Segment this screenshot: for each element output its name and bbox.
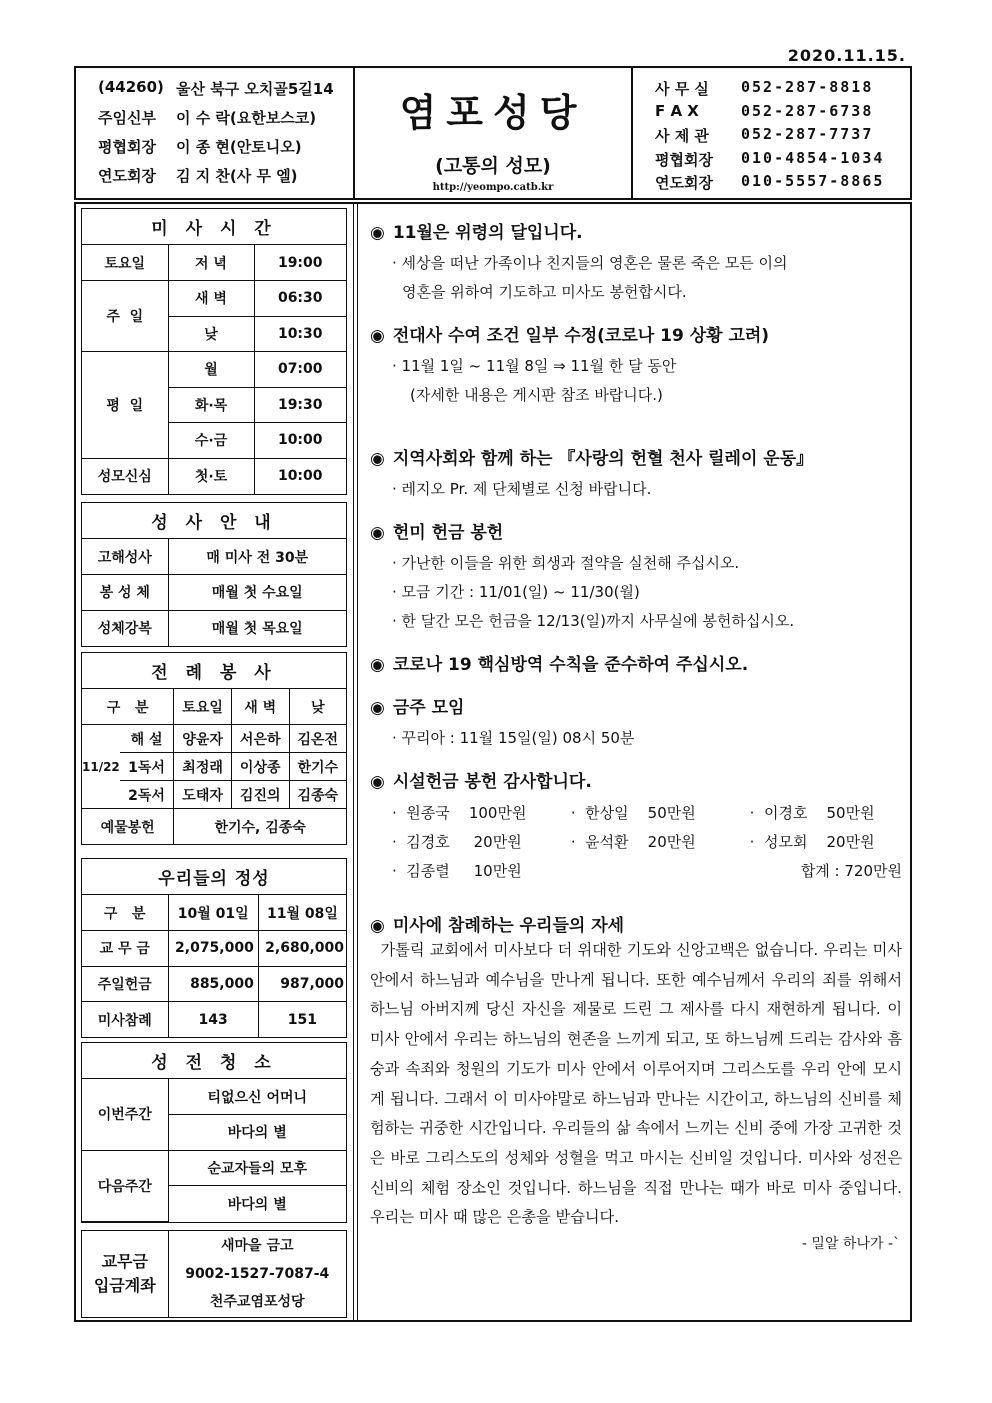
parish-url: http://yeompo.catb.kr	[432, 182, 554, 193]
donor-entry: · 성모회 20만원	[749, 833, 875, 851]
notice-line: · 한 달간 모은 헌금을 12/13(일)까지 사무실에 봉헌하십시오.	[392, 612, 795, 630]
finance-header: 구 분	[82, 895, 168, 931]
finance-header: 10월 01일	[168, 895, 258, 931]
mass-time: 10:00	[254, 458, 346, 494]
finance-value: 987,000	[258, 966, 346, 1002]
liturgy-person: 이상종	[231, 753, 289, 781]
liturgy-role: 해 설	[120, 725, 174, 753]
info-row	[98, 136, 353, 165]
mass-time: 06:30	[254, 281, 346, 317]
mass-times-title: 미 사 시 간	[82, 209, 346, 245]
week-label: 다음주간	[82, 1150, 168, 1221]
info-value: 이 종 현(안토니오)	[176, 138, 302, 156]
info-row	[98, 107, 353, 136]
mass-time: 19:00	[254, 245, 346, 281]
notice-section	[366, 693, 906, 753]
contact-key: 연도회장	[655, 174, 713, 192]
essay-text: 가톨릭 교회에서 미사보다 더 위대한 기도와 신앙고백은 없습니다. 우리는 미사 안에서 하느님과 예수님을 만나게 됩니다. 또한 예수님께서 우리의 죄를 위해서 하느님 아버지께 당신 자신을 제물로 드린 그 제사를 다시 재현하게 됩니다. 이 미사 안에서 우리는 하느님의 현존을 느끼게 되고, 또 하느님께 드리는 감사와 흠숭과 속죄와 청원의 기도가 미사 안에서 이루어지며 그리스도를 우리 안에 모시게 됩니다. 그래서 이 미사야말로 하느님과 만나는 시간이고, 하느님의 신비를 체험하는 귀중한 시간입니다. 우리들의 삶 속에서 느끼는 신비 중에 가장 고귀한 것은 바로 그리스도의 성체와 성혈을 먹고 마시는 신비일 것입니다. 미사와 성전은 신비의 체험 장소인 것입니다. 하느님을 직접 만나는 때가 바로 미사 중입니다. 우리는 미사 때 많은 은총을 받습니다.	[370, 941, 907, 1227]
slot-label: 수·금	[168, 423, 254, 459]
contact-phone: 010-4854-1034	[741, 148, 885, 167]
bullseye-icon: ◉	[370, 772, 385, 792]
notice-heading	[370, 444, 906, 469]
info-key: 평협회장	[98, 138, 156, 156]
finance-table	[82, 895, 346, 1037]
notice-title: 11월은 위령의 달입니다.	[392, 223, 583, 243]
notice-title: 코로나 19 핵심방역 수칙을 준수하여 주십시오.	[392, 655, 749, 675]
notice-section	[366, 767, 906, 885]
liturgy-person: 한기수	[289, 753, 346, 781]
liturgy-date: 11/22	[82, 725, 120, 809]
donor-entry: · 김경호 20만원	[392, 833, 522, 851]
cleaning-box	[81, 1042, 347, 1223]
notice-title: 미사에 참례하는 우리들의 자세	[392, 916, 625, 936]
notice-heading	[370, 693, 906, 718]
notice-line: · 모금 기간 : 11/01(일) ~ 11/30(월)	[392, 583, 640, 601]
sacrament-schedule: 매월 첫 목요일	[168, 610, 346, 646]
week-label: 이번주간	[82, 1079, 168, 1150]
day-label: 토요일	[82, 245, 168, 281]
info-key: 연도회장	[98, 167, 156, 185]
sacrament-schedule: 매 미사 전 30분	[168, 539, 346, 575]
mass-times-table	[82, 245, 346, 494]
notice-title: 시설헌금 봉헌 감사합니다.	[392, 772, 592, 792]
notice-section	[366, 650, 906, 675]
liturgy-person: 도태자	[174, 781, 232, 809]
sacrament-name: 고해성사	[82, 539, 168, 575]
contact-key: 사 제 관	[655, 127, 709, 145]
finance-value: 143	[168, 1002, 258, 1038]
notice-heading	[370, 218, 906, 243]
info-value: 울산 북구 오치골5길14	[176, 80, 334, 98]
sacraments-box	[81, 502, 347, 647]
notice-line: (자세한 내용은 게시판 참조 바랍니다.)	[410, 386, 663, 404]
mass-times-box	[81, 208, 347, 495]
bullseye-icon: ◉	[370, 916, 385, 936]
slot-label: 화·목	[168, 387, 254, 423]
donor-entry: · 한상일 50만원	[570, 804, 696, 822]
finance-item: 교 무 금	[82, 931, 168, 967]
parish-title: 염포성당	[399, 91, 587, 135]
account-label-line2: 입금계좌	[93, 1276, 156, 1295]
mass-time: 07:00	[254, 352, 346, 388]
account-holder: 천주교염포성당	[209, 1294, 305, 1310]
info-value: 이 수 락(요한보스코)	[176, 109, 317, 127]
bulletin-header	[74, 66, 912, 200]
sacraments-title: 성 사 안 내	[82, 503, 346, 539]
sacrament-name: 성체강복	[82, 610, 168, 646]
bulletin-body	[74, 202, 912, 1322]
notice-heading	[370, 767, 906, 792]
liturgy-person: 서은하	[231, 725, 289, 753]
slot-label: 월	[168, 352, 254, 388]
info-key: (44260)	[98, 78, 164, 96]
donor-entry: · 이경호 50만원	[749, 804, 875, 822]
donation-total: 합계 : 720만원	[800, 862, 902, 880]
contact-list	[633, 68, 910, 198]
column-divider	[353, 204, 358, 1320]
donor-row	[392, 798, 906, 827]
parish-subtitle: (고통의 성모)	[435, 155, 551, 177]
liturgy-person: 최정래	[174, 753, 232, 781]
liturgy-person: 양윤자	[174, 725, 232, 753]
parish-info	[76, 68, 355, 198]
day-label: 평 일	[82, 352, 168, 459]
account-label	[82, 1231, 168, 1317]
donor-entry: · 김종렬 10만원	[392, 862, 522, 880]
mass-time: 19:30	[254, 387, 346, 423]
account-table	[82, 1231, 346, 1317]
account-box	[81, 1230, 347, 1318]
slot-label: 새 벽	[168, 281, 254, 317]
info-row	[98, 78, 353, 107]
notice-heading	[370, 321, 906, 346]
cleaning-table	[82, 1079, 346, 1222]
liturgy-header: 낮	[289, 689, 346, 725]
notice-heading	[370, 650, 906, 675]
contact-key: 사 무 실	[655, 80, 709, 98]
notice-section	[366, 911, 906, 1253]
liturgy-header: 구 분	[82, 689, 174, 725]
cleaning-group: 티없으신 어머니	[168, 1079, 346, 1115]
offering-label: 예물봉헌	[82, 809, 174, 845]
bulletin-date: 2020.11.15.	[787, 46, 906, 65]
liturgy-role: 2독서	[120, 781, 174, 809]
liturgy-table	[82, 689, 346, 844]
slot-label: 첫·토	[168, 458, 254, 494]
account-details	[168, 1231, 346, 1317]
contact-row	[655, 78, 910, 102]
donor-row	[392, 827, 906, 856]
notice-section	[366, 518, 906, 636]
contact-phone: 052-287-7737	[741, 125, 874, 143]
contact-phone: 010-5557-8865	[741, 172, 885, 190]
contact-phone: 052-287-8818	[741, 78, 874, 96]
liturgy-person: 김온전	[289, 725, 346, 753]
finance-box	[81, 858, 347, 1038]
donor-row	[392, 856, 906, 885]
contact-row	[655, 149, 910, 173]
bullseye-icon: ◉	[370, 655, 385, 675]
bullseye-icon: ◉	[370, 523, 385, 543]
mass-time: 10:00	[254, 423, 346, 459]
contact-key: F A X	[655, 101, 699, 120]
slot-label: 낮	[168, 316, 254, 352]
notice-title: 헌미 헌금 봉헌	[392, 523, 504, 543]
cleaning-group: 바다의 별	[168, 1115, 346, 1151]
liturgy-header: 토요일	[174, 689, 232, 725]
essay-signature: - 밀알 하나가 -`	[801, 1236, 900, 1253]
notice-title: 금주 모임	[392, 698, 465, 718]
sacrament-schedule: 매월 첫 수요일	[168, 575, 346, 611]
notice-title: 지역사회와 함께 하는 『사랑의 헌혈 천사 릴레이 운동』	[392, 449, 814, 469]
liturgy-box	[81, 652, 347, 845]
info-row	[98, 165, 353, 194]
notice-heading	[370, 911, 906, 936]
account-bank: 새마을 금고	[221, 1238, 294, 1254]
cleaning-group: 순교자들의 모후	[168, 1150, 346, 1186]
offering-names: 한기수, 김종숙	[174, 809, 346, 845]
contact-row	[655, 102, 910, 126]
notices-column	[366, 218, 906, 1261]
finance-value: 885,000	[168, 966, 258, 1002]
finance-item: 미사참례	[82, 1002, 168, 1038]
notice-section	[366, 444, 906, 504]
liturgy-person: 김진의	[231, 781, 289, 809]
finance-value: 2,680,000	[258, 931, 346, 967]
sacrament-name: 봉 성 체	[82, 575, 168, 611]
liturgy-person: 김종숙	[289, 781, 346, 809]
day-label: 주 일	[82, 281, 168, 352]
notice-line: · 11월 1일 ~ 11월 8일 ⇒ 11월 한 달 동안	[392, 357, 677, 375]
bullseye-icon: ◉	[370, 449, 385, 469]
liturgy-header: 새 벽	[231, 689, 289, 725]
liturgy-role: 1독서	[120, 753, 174, 781]
contact-row	[655, 125, 910, 149]
notice-line: · 레지오 Pr. 제 단체별로 신청 바랍니다.	[392, 480, 652, 498]
notice-line: · 가난한 이들을 위한 희생과 절약을 실천해 주십시오.	[392, 554, 740, 572]
notice-section	[366, 321, 906, 410]
contact-phone: 052-287-6738	[741, 101, 874, 120]
notice-heading	[370, 518, 906, 543]
day-label: 성모신심	[82, 458, 168, 494]
notice-title: 전대사 수여 조건 일부 수정(코로나 19 상황 고려)	[392, 326, 770, 346]
finance-value: 151	[258, 1002, 346, 1038]
info-value: 김 지 찬(사 무 엘)	[176, 167, 298, 185]
notice-line: · 꾸리아 : 11월 15일(일) 08시 50분	[392, 729, 635, 747]
bullseye-icon: ◉	[370, 698, 385, 718]
bullseye-icon: ◉	[370, 326, 385, 346]
finance-header: 11월 08일	[258, 895, 346, 931]
account-label-line1: 교무금	[101, 1252, 148, 1271]
notice-line: · 세상을 떠난 가족이나 친지들의 영혼은 물론 죽은 모든 이의	[392, 254, 788, 272]
donor-entry: · 원종국 100만원	[392, 804, 527, 822]
donor-entry: · 윤석환 20만원	[570, 833, 696, 851]
info-key: 주임신부	[98, 109, 156, 127]
finance-title: 우리들의 정성	[82, 859, 346, 895]
donor-list	[392, 798, 906, 885]
cleaning-group: 바다의 별	[168, 1186, 346, 1222]
parish-title-block	[355, 68, 633, 198]
bullseye-icon: ◉	[370, 223, 385, 243]
finance-value: 2,075,000	[168, 931, 258, 967]
contact-key: 평협회장	[655, 150, 713, 169]
liturgy-title: 전 례 봉 사	[82, 653, 346, 689]
finance-item: 주일헌금	[82, 966, 168, 1002]
mass-time: 10:30	[254, 316, 346, 352]
notice-section	[366, 218, 906, 307]
account-number: 9002-1527-7087-4	[185, 1266, 330, 1282]
contact-row	[655, 172, 910, 196]
cleaning-title: 성 전 청 소	[82, 1043, 346, 1079]
slot-label: 저 녁	[168, 245, 254, 281]
notice-line: 영혼을 위하여 기도하고 미사도 봉헌합시다.	[402, 283, 687, 301]
sacraments-table	[82, 539, 346, 646]
